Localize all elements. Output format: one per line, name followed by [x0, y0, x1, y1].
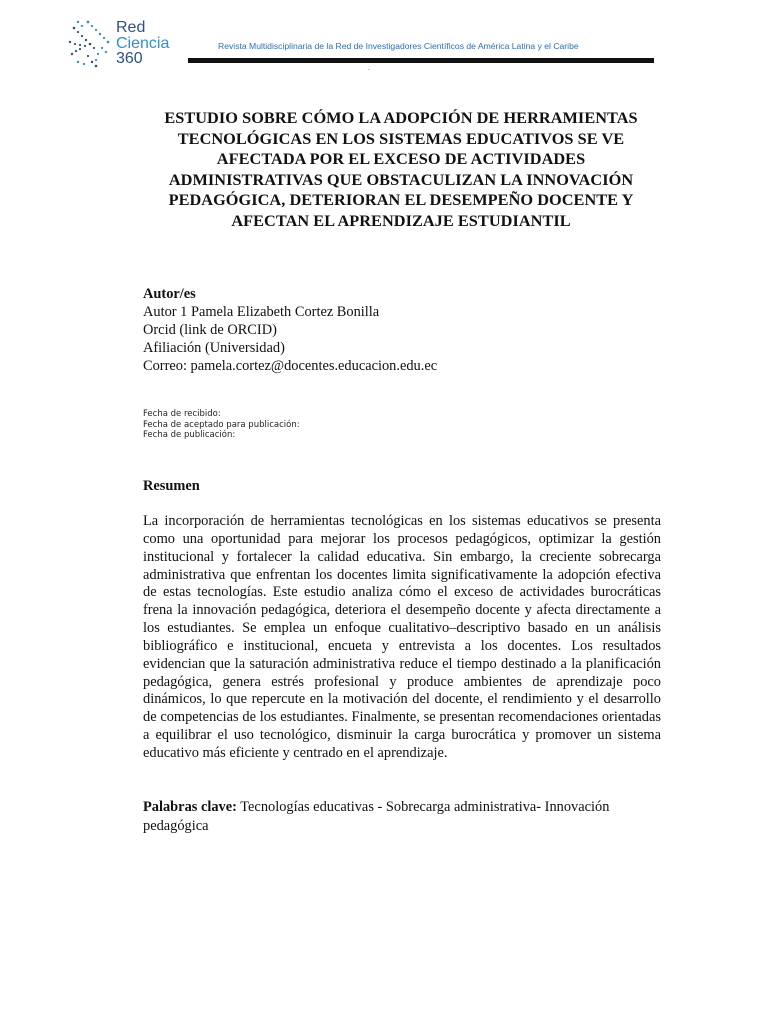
author-affiliation: Afiliación (Universidad) [143, 340, 285, 356]
journal-logo [66, 18, 186, 72]
author-email: Correo: pamela.cortez@docentes.educacion.edu.ec [143, 358, 438, 374]
abstract-heading: Resumen [143, 478, 200, 494]
keywords-label: Palabras clave: [143, 799, 237, 815]
journal-tagline: Revista Multidisciplinaria de la Red de Investigadores Científicos de América Latina y el Caribe [218, 41, 579, 51]
keywords-text: Tecnologías educativas - Sobrecarga administrativa- Innovación pedagógica [143, 799, 610, 834]
date-received: Fecha de recibido: [143, 409, 221, 419]
logo-line-3: 360 [116, 50, 143, 67]
author-block [143, 285, 663, 375]
header-mark: . [368, 65, 370, 72]
keywords-block [143, 798, 661, 835]
page-header [0, 0, 768, 80]
author-orcid: Orcid (link de ORCID) [143, 322, 277, 338]
date-published: Fecha de publicación: [143, 430, 236, 441]
paper-title: ESTUDIO SOBRE CÓMO LA ADOPCIÓN DE HERRAMIENTAS TECNOLÓGICAS EN LOS SISTEMAS EDUCATIVOS SE VE AFECTADA POR EL EXCESO DE ACTIVIDADES ADMINISTRATIVAS QUE OBSTACULIZAN LA INNOVACIÓN PEDAGÓGICA, DETERIORAN EL DESEMPEÑO DOCENTE Y AFECTAN EL APRENDIZAJE ESTUDIANTIL [164, 108, 638, 230]
header-divider [188, 58, 654, 63]
abstract-text: La incorporación de herramientas tecnológicas en los sistemas educativos se presenta como una oportunidad para mejorar los procesos pedagógicos, optimizar la gestión institucional y fortalecer la calidad educativa. Sin embargo, la creciente sobrecarga administrativa que enfrentan los docentes limita significativamente la adopción efectiva de estas tecnologías. Este estudio analiza cómo el exceso de actividades burocráticas frena la innovación pedagógica, deteriora el desempeño docente y afecta directamente a los estudiantes. Se emplea un enfoque cualitativo–descriptivo basado en un análisis bibliográfico e institucional, encueta y entrevista a los docentes. Los resultados evidencian que la saturación administrativa reduce el tiempo destinado a la planificación pedagógica, genera estrés profesional y produce ambientes de aprendizaje poco dinámicos, lo que repercute en la motivación del docente, el rendimiento y el desarrollo de competencias de los estudiantes. Finalmente, se presentan recomendaciones orientadas a equilibrar el uso tecnológico, disminuir la carga burocrática y promover un sistema educativo más eficiente y centrado en el aprendizaje. [143, 513, 661, 761]
date-accepted: Fecha de aceptado para publicación: [143, 419, 300, 430]
logo-line-2: Ciencia [116, 34, 170, 52]
logo-wordmark [116, 20, 169, 67]
authors-label: Autor/es [143, 286, 196, 302]
logo-line-1: Red [116, 19, 146, 36]
author-name: Autor 1 Pamela Elizabeth Cortez Bonilla [143, 304, 380, 320]
network-icon [66, 18, 114, 72]
publication-dates [143, 409, 300, 441]
